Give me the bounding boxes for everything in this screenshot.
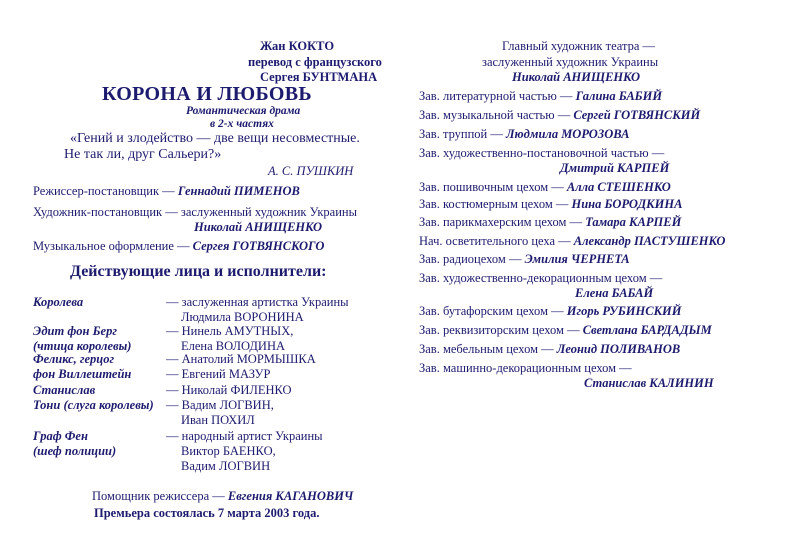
staff-row [419, 198, 682, 211]
staff-label: Зав. костюмерным цехом — [419, 197, 569, 211]
staff-row [419, 253, 630, 266]
cast-actor: — народный артист Украины [166, 429, 323, 443]
staff-row [419, 90, 662, 103]
cast-actor: Вадим ЛОГВИН [181, 459, 271, 473]
designer-label: Художник-постановщик — заслуженный художник Украины [33, 205, 357, 219]
cast-heading: Действующие лица и исполнители: [70, 263, 327, 280]
staff-label: Зав. радиоцехом — [419, 252, 522, 266]
staff-label: Зав. художественно-декорационным цехом — [419, 271, 663, 285]
music-name: Сергея ГОТВЯНСКОГО [192, 239, 325, 253]
cast-role-note: фон Виллештейн [33, 367, 132, 381]
cast-role: Эдит фон Берг [33, 324, 117, 338]
translator: Сергея БУНТМАНА [260, 70, 378, 84]
author: Жан КОКТО [260, 39, 335, 53]
director-name: Геннадий ПИМЕНОВ [177, 184, 300, 198]
director-credit [33, 185, 300, 198]
premiere-note: Премьера состоялась 7 марта 2003 года. [94, 506, 320, 520]
parts: в 2-х частях [210, 118, 274, 130]
staff-name: Эмилия ЧЕРНЕТА [524, 252, 630, 266]
staff-label: Зав. труппой — [419, 127, 503, 141]
staff-row [419, 216, 681, 229]
assistant-label: Помощник режиссера — [92, 489, 225, 503]
cast-role: Феликс, герцог [33, 352, 115, 366]
staff-label: Зав. пошивочным цехом — [419, 180, 564, 194]
cast-role: Тони (слуга королевы) [33, 398, 154, 412]
staff-row [419, 109, 700, 122]
staff-name: Елена БАБАЙ [575, 286, 654, 300]
staff-label: Зав. литературной частью — [419, 89, 573, 103]
cast-role-note: (шеф полиции) [33, 444, 117, 458]
staff-name: Нина БОРОДКИНА [571, 197, 683, 211]
chief-artist-name: Николай АНИЩЕНКО [512, 70, 641, 84]
staff-label: Зав. машинно-декорационным цехом — [419, 361, 632, 375]
genre: Романтическая драма [186, 105, 301, 117]
cast-role: Королева [33, 295, 84, 309]
staff-name: Сергей ГОТВЯНСКИЙ [573, 108, 701, 122]
assistant-name: Евгения КАГАНОВИЧ [227, 489, 354, 503]
cast-actor: — Вадим ЛОГВИН, [166, 398, 274, 412]
staff-row [419, 181, 671, 194]
cast-actor: — Николай ФИЛЕНКО [166, 383, 292, 397]
cast-actor: Иван ПОХИЛ [181, 413, 255, 427]
staff-name: Светлана БАРДАДЫМ [582, 323, 712, 337]
staff-name: Леонид ПОЛИВАНОВ [556, 342, 681, 356]
music-credit [33, 240, 324, 253]
cast-actor: Людмила ВОРОНИНА [181, 310, 304, 324]
staff-name: Станислав КАЛИНИН [584, 376, 714, 390]
staff-label: Зав. парикмахерским цехом — [419, 215, 583, 229]
staff-row [419, 343, 680, 356]
assistant-credit [92, 490, 353, 503]
epigraph-author: А. С. ПУШКИН [268, 164, 354, 178]
epigraph-line-1: «Гений и злодейство — две вещи несовместные. [70, 131, 360, 146]
designer-name: Николай АНИЩЕНКО [194, 220, 323, 234]
staff-name: Александр ПАСТУШЕНКО [573, 234, 726, 248]
staff-name: Дмитрий КАРПЕЙ [560, 161, 670, 175]
chief-artist-line-1: Главный художник театра — [502, 39, 656, 53]
staff-label: Зав. мебельным цехом — [419, 342, 554, 356]
cast-actor: Виктор БАЕНКО, [181, 444, 276, 458]
staff-name: Игорь РУБИНСКИЙ [566, 304, 682, 318]
staff-label: Зав. музыкальной частью — [419, 108, 571, 122]
staff-row [419, 324, 712, 337]
staff-label: Зав. бутафорским цехом — [419, 304, 564, 318]
epigraph-line-2: Не так ли, друг Сальери?» [64, 147, 222, 162]
translation-line: перевод с французского [248, 55, 382, 69]
cast-actor: — Евгений МАЗУР [166, 367, 271, 381]
cast-actor: Елена ВОЛОДИНА [181, 339, 286, 353]
staff-name: Алла СТЕШЕНКО [566, 180, 671, 194]
staff-name: Галина БАБИЙ [575, 89, 663, 103]
staff-row [419, 305, 682, 318]
staff-label: Нач. осветительного цеха — [419, 234, 571, 248]
staff-name: Тамара КАРПЕЙ [585, 215, 682, 229]
chief-artist-line-2: заслуженный художник Украины [482, 55, 659, 69]
cast-role: Граф Фен [33, 429, 88, 443]
staff-label: Зав. художественно-постановочной частью — [419, 146, 665, 160]
director-label: Режиссер-постановщик — [33, 184, 175, 198]
staff-row [419, 235, 725, 248]
cast-role: Станислав [33, 383, 96, 397]
cast-role-note: (чтица королевы) [33, 339, 132, 353]
staff-name: Людмила МОРОЗОВА [505, 127, 630, 141]
cast-actor: — Нинель АМУТНЫХ, [166, 324, 294, 338]
music-label: Музыкальное оформление — [33, 239, 190, 253]
cast-actor: — Анатолий МОРМЫШКА [166, 352, 316, 366]
cast-actor: — заслуженная артистка Украины [166, 295, 349, 309]
staff-label: Зав. реквизиторским цехом — [419, 323, 580, 337]
staff-row [419, 128, 629, 141]
play-title: КОРОНА И ЛЮБОВЬ [102, 83, 312, 105]
